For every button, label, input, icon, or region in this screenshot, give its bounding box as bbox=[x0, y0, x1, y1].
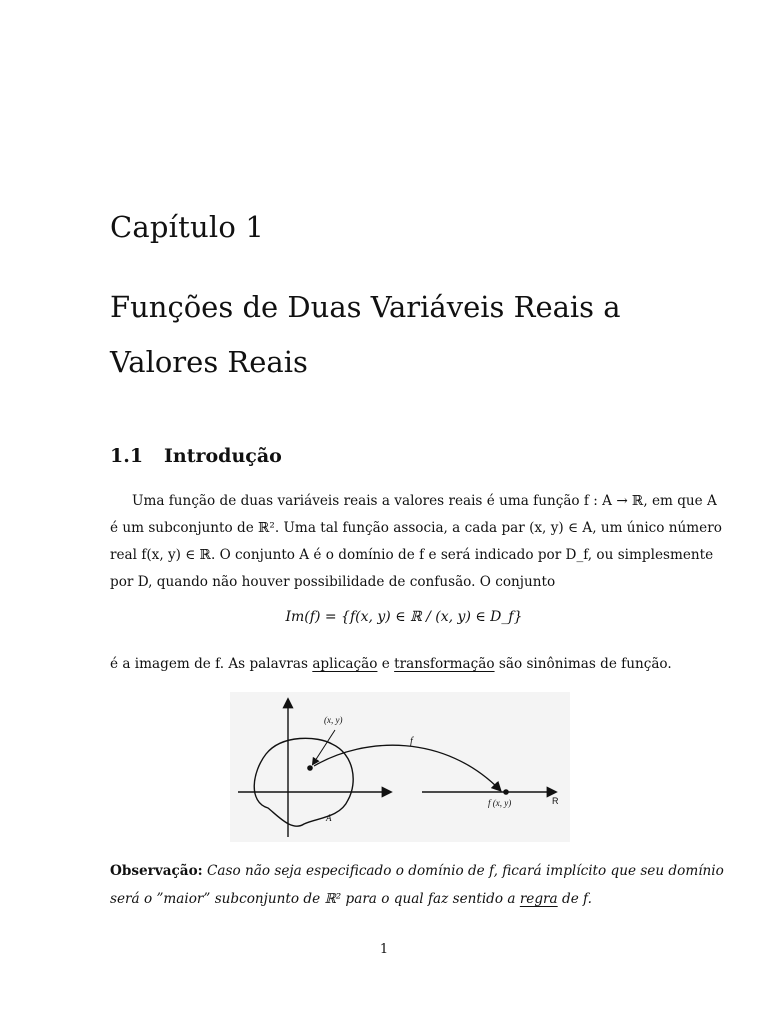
term-transformacao: transformação bbox=[394, 656, 495, 672]
domain-point bbox=[307, 765, 313, 771]
page-number: 1 bbox=[379, 942, 389, 957]
term-aplicacao: aplicação bbox=[312, 656, 378, 672]
observation bbox=[110, 857, 724, 913]
term-regra: regra bbox=[519, 891, 558, 907]
image-set-equation: Im(f) = {f(x, y) ∈ ℝ / (x, y) ∈ D_f} bbox=[285, 609, 523, 625]
intro-line-3: real f(x, y) ∈ ℝ. O conjunto A é o domínio de f e será indicado por D_f, ou simplesmente bbox=[110, 547, 714, 563]
observation-text-3: de f. bbox=[557, 891, 592, 907]
observation-line-2 bbox=[110, 885, 698, 913]
arrow-label: f bbox=[410, 736, 413, 747]
chapter-title-line-1: Funções de Duas Variáveis Reais a bbox=[110, 290, 621, 324]
chapter-label: Capítulo 1 bbox=[110, 210, 265, 244]
image-sentence-suffix: são sinônimas de função. bbox=[494, 656, 672, 672]
image-label: f (x, y) bbox=[488, 798, 512, 808]
section-number: 1.1 bbox=[110, 445, 144, 467]
section-heading bbox=[110, 445, 282, 467]
image-sentence-prefix: é a imagem de f. As palavras bbox=[110, 656, 313, 672]
observation-text-1: Caso não seja especificado o domínio de f, ficará implícito que seu domínio bbox=[207, 863, 724, 879]
function-mapping-figure bbox=[230, 692, 570, 842]
intro-paragraph bbox=[110, 488, 722, 596]
chapter-title-line-2: Valores Reais bbox=[110, 345, 308, 379]
section-title: Introdução bbox=[164, 445, 282, 467]
intro-line-1: Uma função de duas variáveis reais a valores reais é uma função f : A → ℝ, em que A bbox=[132, 493, 717, 509]
image-sentence bbox=[110, 651, 698, 678]
intro-line-2: é um subconjunto de ℝ². Uma tal função associa, a cada par (x, y) ∈ A, um único número bbox=[110, 520, 722, 536]
point-label: (x, y) bbox=[324, 715, 343, 725]
observation-text-2: será o ”maior” subconjunto de ℝ² para o qual faz sentido a bbox=[110, 891, 520, 907]
observation-line-1 bbox=[110, 857, 724, 885]
image-sentence-mid: e bbox=[377, 656, 395, 672]
axis-label: R bbox=[552, 796, 559, 806]
observation-label: Observação: bbox=[110, 863, 203, 879]
intro-line-4: por D, quando não houver possibilidade de confusão. O conjunto bbox=[110, 574, 556, 590]
region-label: A bbox=[326, 813, 332, 823]
image-point bbox=[503, 789, 509, 795]
